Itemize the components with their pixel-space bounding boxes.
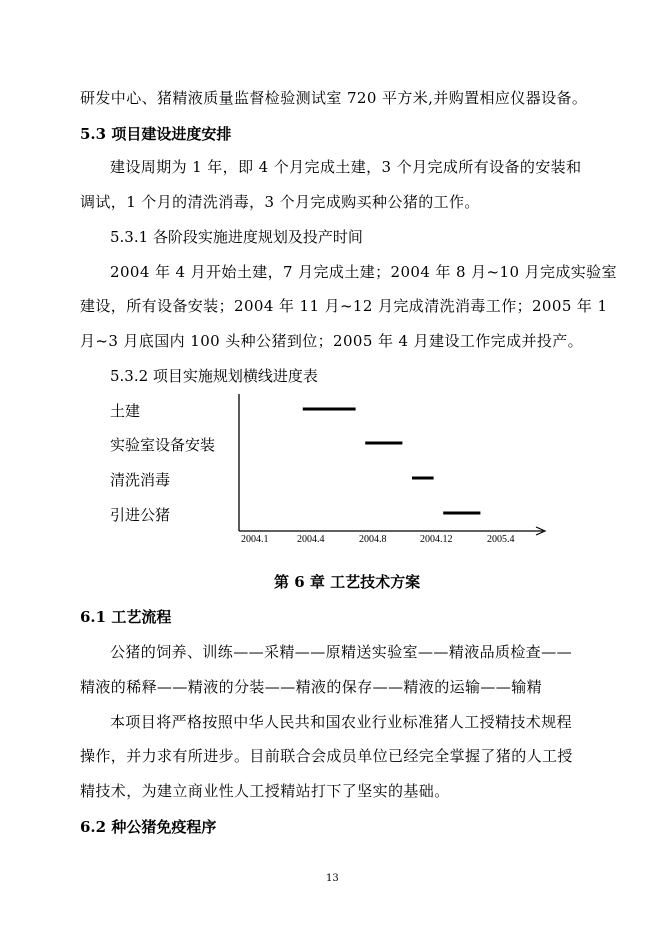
section-heading-5-3: 5.3 项目建设进度安排 xyxy=(80,125,232,143)
task-label: 实验室设备安装 xyxy=(110,436,216,454)
x-tick-label: 2005.4 xyxy=(487,534,515,545)
x-tick-label: 2004.12 xyxy=(420,534,453,545)
body-text-line: 研发中心、猪精液质量监督检验测试室 720 平方米,并购置相应仪器设备。 xyxy=(80,89,588,107)
page-number: 13 xyxy=(326,873,339,884)
task-label: 清洗消毒 xyxy=(110,471,171,489)
subsection-heading-5-3-1: 5.3.1 各阶段实施进度规划及投产时间 xyxy=(110,228,363,246)
section-heading-6-1: 6.1 工艺流程 xyxy=(80,608,172,626)
body-text-line: 建设，所有设备安装；2004 年 11 月~12 月完成清洗消毒工作；2005 年 1 xyxy=(80,297,608,315)
body-text-line: 月~3 月底国内 100 头种公猪到位；2005 年 4 月建设工作完成并投产。 xyxy=(80,332,584,350)
subsection-heading-5-3-2: 5.3.2 项目实施规划横线进度表 xyxy=(110,367,318,385)
task-label: 引进公猪 xyxy=(110,506,171,524)
body-text-line: 精液的稀释——精液的分装——精液的保存——精液的运输——输精 xyxy=(80,678,543,696)
body-text-line: 建设周期为 1 年，即 4 个月完成土建，3 个月完成所有设备的安装和 xyxy=(110,158,582,176)
x-tick-label: 2004.1 xyxy=(241,534,269,545)
chapter-title: 第 6 章 工艺技术方案 xyxy=(274,573,421,591)
body-text-line: 2004 年 4 月开始土建，7 月完成土建；2004 年 8 月~10 月完成实验室 xyxy=(110,263,617,281)
task-label: 土建 xyxy=(110,402,141,420)
body-text-line: 调试，1 个月的清洗消毒，3 个月完成购买种公猪的工作。 xyxy=(80,193,480,211)
body-text-line: 本项目将严格按照中华人民共和国农业行业标准猪人工授精技术规程 xyxy=(110,713,573,731)
body-text-line: 公猪的饲养、训练——采精——原精送实验室——精液品质检查—— xyxy=(110,643,573,661)
section-heading-6-2: 6.2 种公猪免疫程序 xyxy=(80,818,217,836)
x-tick-label: 2004.4 xyxy=(297,534,325,545)
body-text-line: 精技术，为建立商业性人工授精站打下了坚实的基础。 xyxy=(80,782,450,800)
x-tick-label: 2004.8 xyxy=(359,534,387,545)
body-text-line: 操作，并力求有所进步。目前联合会成员单位已经完全掌握了猪的人工授 xyxy=(80,747,573,765)
